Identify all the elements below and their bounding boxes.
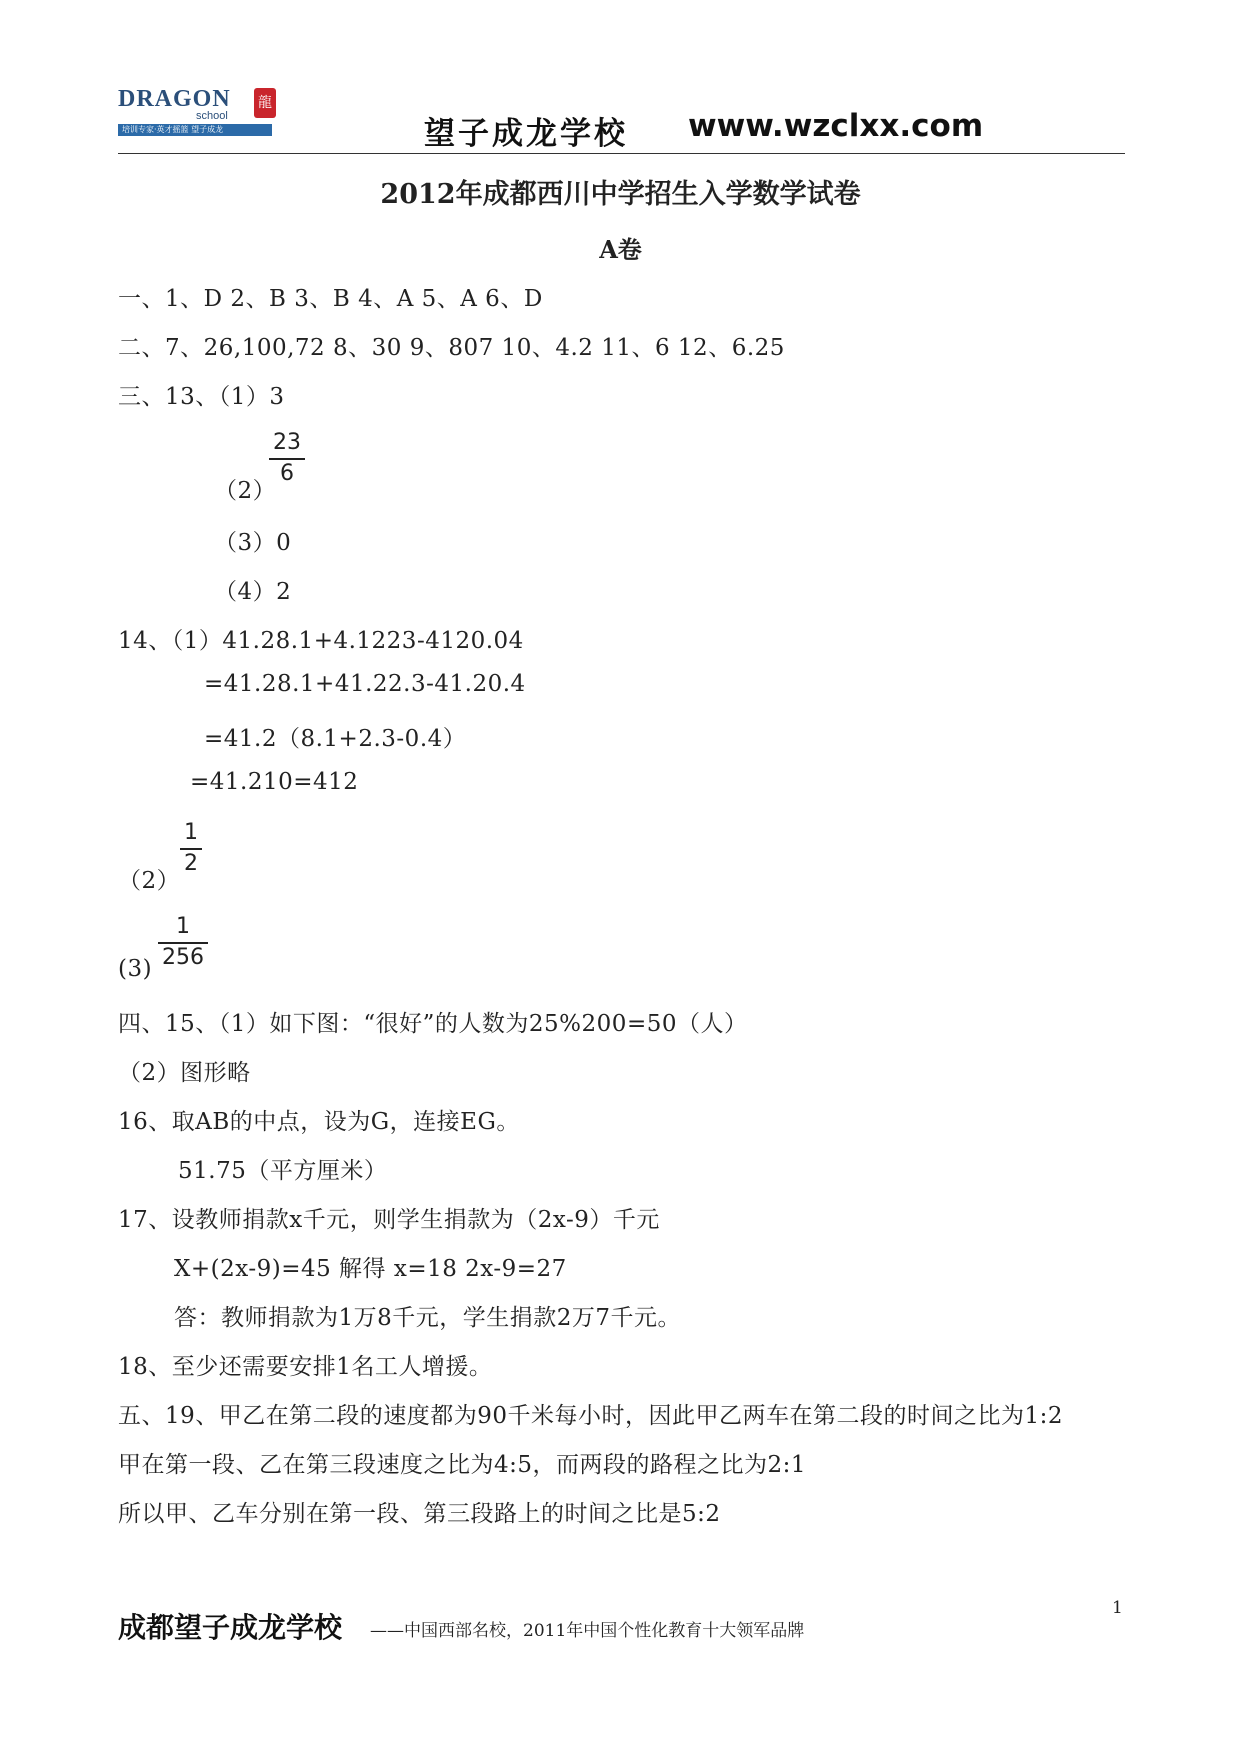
answer-line-19-b: 甲在第一段、乙在第三段速度之比为4:5，而两段的路程之比为2:1 (118, 1452, 807, 1478)
fraction-23-over-6 (269, 430, 305, 486)
logo-seal-icon: 龍 (254, 88, 276, 118)
answer-line-14-step2: =41.2（8.1+2.3-0.4） (204, 726, 467, 752)
answer-line-16-result: 51.75（平方厘米） (178, 1158, 388, 1184)
page-title: 2012年成都西川中学招生入学数学试卷 (380, 179, 861, 210)
answer-line-19-c: 所以甲、乙车分别在第一段、第三段路上的时间之比是5:2 (118, 1501, 721, 1527)
logo-wordmark: DRAGON (118, 86, 231, 112)
answer-line-13-4: （4）2 (214, 579, 292, 605)
fraction-numerator: 1 (184, 820, 198, 845)
fraction-bar (269, 458, 305, 460)
fraction-denominator: 256 (162, 944, 204, 970)
answer-line-14-2-label: （2） (118, 868, 181, 894)
footer-slogan: ——中国西部名校，2011年中国个性化教育十大领军品牌 (370, 1621, 805, 1641)
answer-line-15-1: 四、15、（1）如下图：“很好”的人数为25%200=50（人） (118, 1011, 748, 1037)
fraction-1-over-256 (158, 914, 208, 970)
logo-tagline-strip: 培训专家·英才摇篮 望子成龙 (118, 124, 272, 136)
answer-line-14-3-label: (3) (118, 956, 153, 982)
page-number: 1 (1112, 1598, 1123, 1618)
answer-line-19-a: 五、19、甲乙在第二段的速度都为90千米每小时，因此甲乙两车在第二段的时间之比为1:2 (118, 1403, 1064, 1429)
answer-line-13-3: （3）0 (214, 530, 292, 556)
fraction-numerator: 1 (176, 914, 190, 939)
fraction-denominator: 6 (280, 460, 294, 486)
answer-line-17-equation: X+(2x-9)=45 解得 x=18 2x-9=27 (174, 1256, 567, 1282)
answer-line-18: 18、至少还需要安排1名工人增援。 (118, 1354, 493, 1380)
answer-line-14-step1: =41.28.1+41.22.3-41.20.4 (204, 671, 526, 697)
answer-line-17: 17、设教师捐款x千元，则学生捐款为（2x-9）千元 (118, 1207, 660, 1233)
footer-school-name: 成都望子成龙学校 (118, 1611, 343, 1644)
header-divider (118, 153, 1125, 154)
fraction-numerator: 23 (273, 430, 301, 455)
fraction-1-over-2 (180, 820, 202, 876)
header-site-url: www.wzclxx.com (688, 108, 984, 144)
fraction-bar (180, 848, 202, 850)
fraction-bar (158, 942, 208, 944)
answer-line-14-1: 14、（1）41.28.1+4.1223-4120.04 (118, 628, 524, 654)
answer-line-section-2: 二、7、26,100,72 8、30 9、807 10、4.2 11、6 12、6.25 (118, 335, 785, 361)
logo-school-text: school (196, 110, 228, 122)
answer-line-13-1: 三、13、（1）3 (118, 384, 285, 410)
answer-line-15-2: （2）图形略 (118, 1060, 251, 1086)
answer-line-section-1: 一、1、D 2、B 3、B 4、A 5、A 6、D (118, 286, 543, 312)
fraction-denominator: 2 (184, 850, 198, 876)
dragon-school-logo (118, 86, 278, 138)
answer-line-13-2-label: （2） (214, 478, 277, 504)
answer-line-17-answer: 答：教师捐款为1万8千元，学生捐款2万7千元。 (174, 1305, 682, 1331)
answer-line-16: 16、取AB的中点，设为G，连接EG。 (118, 1109, 520, 1135)
header-school-name: 望子成龙学校 (424, 116, 628, 152)
section-subtitle: A卷 (599, 235, 642, 264)
answer-line-14-step3: =41.210=412 (190, 769, 359, 795)
